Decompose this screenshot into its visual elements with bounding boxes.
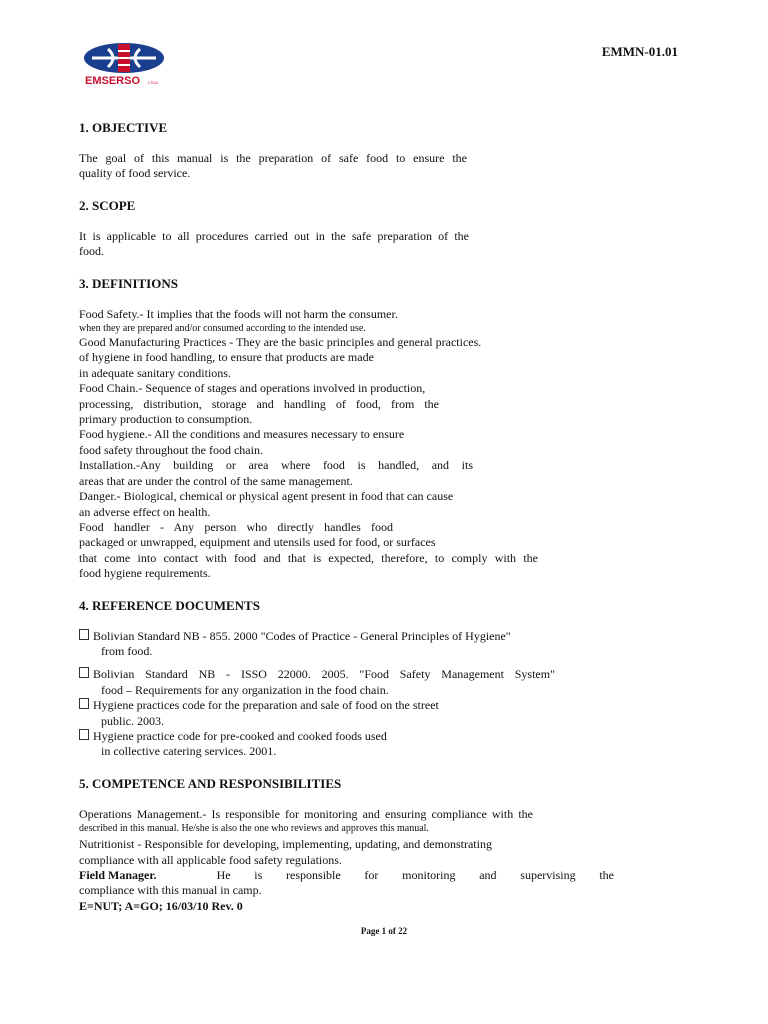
definition-line: Food handler - Any person who directly handles food — [79, 519, 393, 534]
definition-line: Food Safety.- It implies that the foods will not harm the consumer. — [79, 306, 398, 321]
scope-line: food. — [79, 244, 104, 259]
reference-text: Bolivian Standard NB - ISSO 22000. 2005. "Food Safety Management System" — [93, 667, 555, 682]
document-body — [79, 120, 614, 914]
competence-line: described in this manual. He/she is also the one who reviews and approves this manual. — [79, 823, 429, 835]
reference-text: from food. — [101, 643, 153, 658]
definition-line: an adverse effect on health. — [79, 504, 211, 519]
field-manager-text: He is responsible for monitoring and supervising the — [216, 868, 614, 882]
objective-line: quality of food service. — [79, 166, 191, 181]
field-manager-label: Field Manager. — [79, 868, 157, 882]
competence-line: compliance with all applicable food safety regulations. — [79, 852, 342, 867]
reference-text: Bolivian Standard NB - 855. 2000 "Codes of Practice - General Principles of Hygiene" — [93, 628, 511, 643]
competence-heading: 5. COMPETENCE AND RESPONSIBILITIES — [79, 775, 342, 791]
competence-line: Nutritionist - Responsible for developing, implementing, updating, and demonstrating — [79, 837, 492, 852]
reference-item — [79, 729, 614, 760]
definition-line: primary production to consumption. — [79, 412, 253, 427]
competence-line: compliance with this manual in camp. — [79, 883, 262, 898]
checkbox-bullet-icon — [79, 729, 89, 740]
competence-line: Operations Management.- Is responsible for monitoring and ensuring compliance with the — [79, 806, 533, 821]
objective-line: The goal of this manual is the preparation of safe food to ensure the — [79, 151, 467, 165]
field-manager-line — [79, 868, 614, 883]
definition-line: Food Chain.- Sequence of stages and operations involved in production, — [79, 381, 426, 396]
reference-text: in collective catering services. 2001. — [101, 744, 277, 759]
checkbox-bullet-icon — [79, 698, 89, 709]
revision-note: E=NUT; A=GO; 16/03/10 Rev. 0 — [79, 898, 243, 913]
reference-item — [79, 629, 614, 660]
emserso-logo — [82, 42, 166, 88]
definition-line: of hygiene in food handling, to ensure that products are made — [79, 350, 374, 365]
definition-line: Food hygiene.- All the conditions and measures necessary to ensure — [79, 427, 405, 442]
definition-line: areas that are under the control of the same management. — [79, 473, 353, 488]
definition-line: that come into contact with food and that is expected, therefore, to comply with the — [79, 550, 538, 565]
logo-suffix: LTDA — [148, 80, 158, 85]
scope-line: It is applicable to all procedures carried out in the safe preparation of the — [79, 228, 469, 243]
scope-heading: 2. SCOPE — [79, 197, 136, 213]
definition-line: in adequate sanitary conditions. — [79, 365, 231, 380]
objective-heading: 1. OBJECTIVE — [79, 120, 168, 135]
reference-item — [79, 698, 614, 729]
definition-line: when they are prepared and/or consumed according to the intended use. — [79, 323, 366, 335]
reference-text: public. 2003. — [101, 713, 164, 728]
reference-documents-heading: 4. REFERENCE DOCUMENTS — [79, 597, 260, 613]
page-number: Page 1 of 22 — [360, 926, 408, 936]
checkbox-bullet-icon — [79, 629, 89, 640]
definition-line: Danger.- Biological, chemical or physical agent present in food that can cause — [79, 489, 454, 504]
reference-text: Hygiene practices code for the preparation and sale of food on the street — [93, 698, 439, 713]
checkbox-bullet-icon — [79, 667, 89, 678]
reference-text: food – Requirements for any organization in the food chain. — [101, 682, 389, 697]
definition-line: Good Manufacturing Practices - They are the basic principles and general practices. — [79, 335, 482, 350]
definitions-heading: 3. DEFINITIONS — [79, 275, 178, 291]
definition-line: food hygiene requirements. — [79, 566, 211, 581]
logo-text: EMSERSO — [85, 75, 141, 87]
reference-text: Hygiene practice code for pre-cooked and cooked foods used — [93, 728, 387, 743]
definition-line: food safety throughout the food chain. — [79, 442, 263, 457]
definition-line: processing, distribution, storage and handling of food, from the — [79, 396, 439, 411]
document-code: EMMN-01.01 — [601, 44, 678, 59]
definition-line: Installation.-Any building or area where food is handled, and its — [79, 458, 473, 473]
definition-line: packaged or unwrapped, equipment and utensils used for food, or surfaces — [79, 535, 436, 550]
reference-item — [79, 667, 614, 698]
